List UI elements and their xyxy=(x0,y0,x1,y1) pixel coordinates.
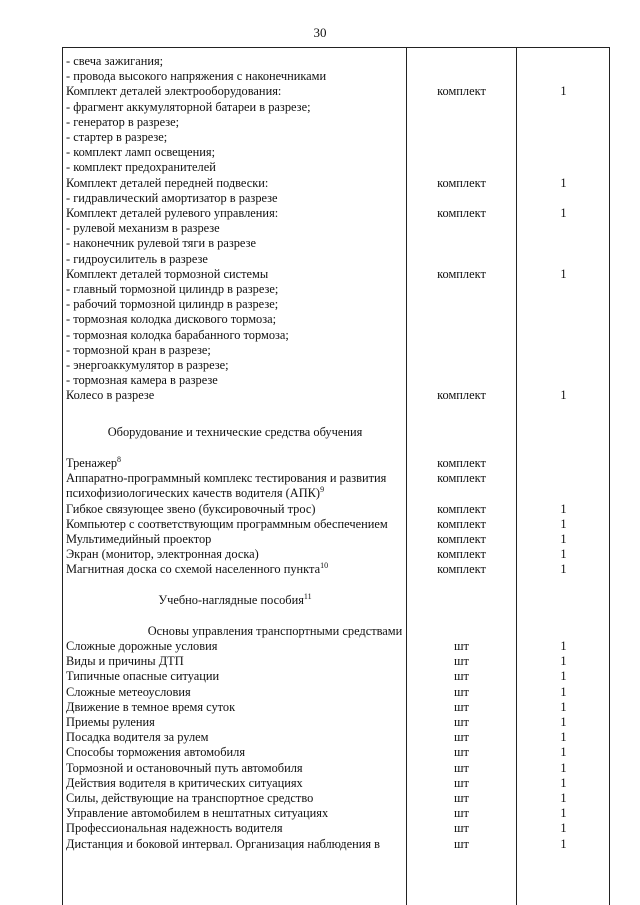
table-row xyxy=(62,130,610,145)
item-quantity: 1 xyxy=(560,388,567,403)
item-unit: шт xyxy=(454,669,469,684)
item-unit: комплект xyxy=(437,532,486,546)
item-unit: шт xyxy=(454,791,469,805)
table-row xyxy=(62,145,610,160)
item-name xyxy=(66,639,406,654)
item-name-text: Сложные дорожные условия xyxy=(66,639,218,653)
item-name-text: - комплект предохранителей xyxy=(66,160,216,175)
section-heading-text: Учебно-наглядные пособия xyxy=(158,593,304,607)
table-row xyxy=(62,532,610,547)
equipment-table xyxy=(62,47,610,905)
table-row xyxy=(62,312,610,327)
item-name xyxy=(66,517,406,532)
item-name-text: Способы торможения автомобиля xyxy=(66,745,246,760)
item-name xyxy=(66,685,406,700)
item-name-text: - провода высокого напряжения с наконечниками xyxy=(66,69,327,84)
item-name xyxy=(66,791,406,806)
item-name xyxy=(66,191,406,206)
item-name xyxy=(66,282,406,297)
item-name-text: Комплект деталей электрооборудования: xyxy=(66,84,282,99)
footnote-ref: 10 xyxy=(320,560,329,570)
table-row xyxy=(62,761,610,776)
table-row xyxy=(62,486,610,501)
table-row xyxy=(62,160,610,175)
table-row xyxy=(62,669,610,684)
item-name xyxy=(66,54,406,69)
item-quantity: 1 xyxy=(560,806,567,821)
item-name-text: Мультимедийный проектор xyxy=(66,532,212,546)
table-row xyxy=(62,471,610,486)
item-unit: комплект xyxy=(437,266,486,281)
item-unit: шт xyxy=(454,760,469,775)
item-name-text: Аппаратно-программный комплекс тестирования и развития xyxy=(66,471,387,485)
item-unit: шт xyxy=(454,730,469,745)
item-unit: шт xyxy=(454,806,469,821)
table-row xyxy=(62,84,610,99)
item-quantity: 1 xyxy=(560,669,567,684)
item-name xyxy=(66,669,406,684)
item-name xyxy=(66,456,406,471)
item-name-text: - энергоаккумулятор в разрезе; xyxy=(66,358,229,372)
table-row xyxy=(62,267,610,282)
item-name-text: - стартер в разрезе; xyxy=(66,130,168,144)
item-name-text: Движение в темное время суток xyxy=(66,699,236,714)
item-name-text: Комплект деталей рулевого управления: xyxy=(66,206,279,220)
item-name-text: - комплект ламп освещения; xyxy=(66,145,216,160)
item-unit: шт xyxy=(454,699,469,714)
item-name xyxy=(66,206,406,221)
item-quantity: 1 xyxy=(560,775,567,790)
item-quantity: 1 xyxy=(560,547,567,561)
table-row xyxy=(62,517,610,532)
item-name-text: Гибкое связующее звено (буксировочный трос) xyxy=(66,502,316,516)
item-name xyxy=(66,69,406,84)
item-quantity: 1 xyxy=(560,715,567,729)
table-row xyxy=(62,502,610,517)
table-row xyxy=(62,328,610,343)
item-name xyxy=(66,145,406,160)
table-row xyxy=(62,639,610,654)
item-name-text: - рабочий тормозной цилиндр в разрезе; xyxy=(66,297,279,312)
item-quantity: 1 xyxy=(560,699,567,714)
table-row xyxy=(62,388,610,403)
item-unit: комплект xyxy=(437,84,486,99)
item-name-text: Посадка водителя за рулем xyxy=(66,730,209,745)
item-name xyxy=(66,532,406,547)
item-name-text: - рулевой механизм в разрезе xyxy=(66,221,220,236)
item-unit: шт xyxy=(454,715,469,729)
item-name xyxy=(66,252,406,267)
item-unit: шт xyxy=(454,775,469,790)
section-heading-visual-aids xyxy=(62,593,408,608)
item-unit: комплект xyxy=(437,471,486,485)
table-top-border xyxy=(62,47,610,48)
table-row xyxy=(62,69,610,84)
item-name-text: Профессиональная надежность водителя xyxy=(66,821,283,836)
item-name xyxy=(66,130,406,145)
table-row xyxy=(62,282,610,297)
item-unit: комплект xyxy=(437,456,486,470)
item-name-text: Виды и причины ДТП xyxy=(66,654,184,669)
item-name-text: Сложные метеоусловия xyxy=(66,684,191,699)
item-name xyxy=(66,358,406,373)
item-name xyxy=(66,100,406,115)
table-row xyxy=(62,562,610,577)
item-unit: шт xyxy=(454,684,469,699)
item-name-text: Действия водителя в критических ситуациях xyxy=(66,775,303,790)
item-quantity: 1 xyxy=(560,654,567,669)
item-name xyxy=(66,176,406,191)
item-name xyxy=(66,806,406,821)
item-name xyxy=(66,654,406,669)
table-row xyxy=(62,54,610,69)
item-name xyxy=(66,471,406,486)
item-name-text: Типичные опасные ситуации xyxy=(66,669,220,684)
item-quantity: 1 xyxy=(560,175,567,190)
footnote-ref: 8 xyxy=(117,454,122,464)
item-name xyxy=(66,115,406,130)
item-unit: шт xyxy=(454,745,469,760)
item-name xyxy=(66,328,406,343)
table-row xyxy=(62,700,610,715)
item-quantity: 1 xyxy=(560,821,567,836)
item-name-text: - свеча зажигания; xyxy=(66,54,164,68)
table-row xyxy=(62,776,610,791)
table-row xyxy=(62,252,610,267)
item-name-text: Тормозной и остановочный путь автомобиля xyxy=(66,760,303,775)
item-name xyxy=(66,562,406,577)
item-unit: комплект xyxy=(437,562,486,576)
item-name xyxy=(66,343,406,358)
item-name-text: Экран (монитор, электронная доска) xyxy=(66,547,259,561)
table-row xyxy=(62,343,610,358)
item-unit: шт xyxy=(454,836,469,851)
item-unit: комплект xyxy=(437,502,486,516)
table-row xyxy=(62,547,610,562)
item-unit: комплект xyxy=(437,175,486,190)
item-name xyxy=(66,502,406,517)
item-name-text: - фрагмент аккумуляторной батареи в разрезе; xyxy=(66,99,311,114)
item-name-text: Комплект деталей передней подвески: xyxy=(66,175,269,190)
item-name xyxy=(66,745,406,760)
table-row xyxy=(62,100,610,115)
item-name xyxy=(66,730,406,745)
table-row xyxy=(62,115,610,130)
item-name xyxy=(66,700,406,715)
item-name xyxy=(66,267,406,282)
table-row xyxy=(62,358,610,373)
item-unit: комплект xyxy=(437,547,486,561)
item-name-text: - тормозная колодка барабанного тормоза; xyxy=(66,327,289,342)
footnote-ref: 11 xyxy=(303,591,312,601)
table-row xyxy=(62,373,610,388)
item-quantity: 1 xyxy=(560,684,567,699)
item-name xyxy=(66,160,406,175)
item-name xyxy=(66,776,406,791)
item-name xyxy=(66,761,406,776)
item-quantity: 1 xyxy=(560,206,567,220)
item-name xyxy=(66,297,406,312)
table-row xyxy=(62,206,610,221)
table-row xyxy=(62,297,610,312)
item-name-text: - наконечник рулевой тяги в разрезе xyxy=(66,236,256,251)
item-unit: шт xyxy=(454,654,469,669)
item-name xyxy=(66,312,406,327)
item-quantity: 1 xyxy=(560,745,567,760)
item-unit: комплект xyxy=(437,388,486,403)
item-name xyxy=(66,715,406,730)
item-quantity: 1 xyxy=(560,562,567,576)
table-row xyxy=(62,236,610,251)
item-name-text: - главный тормозной цилиндр в разрезе; xyxy=(66,282,279,296)
item-name-text: Приемы руления xyxy=(66,715,155,729)
table-row xyxy=(62,821,610,836)
item-name-text: Магнитная доска со схемой населенного пункта xyxy=(66,562,321,576)
item-name xyxy=(66,821,406,836)
table-row xyxy=(62,730,610,745)
subsection-heading: Основы управления транспортными средствами xyxy=(147,624,403,638)
item-name-text: - тормозная колодка дискового тормоза; xyxy=(66,312,277,327)
footnote-ref: 9 xyxy=(320,484,325,494)
table-row xyxy=(62,191,610,206)
item-quantity: 1 xyxy=(560,532,567,546)
item-name-text: - тормозная камера в разрезе xyxy=(66,373,218,388)
item-unit: комплект xyxy=(437,517,486,531)
item-quantity: 1 xyxy=(560,502,567,516)
item-quantity: 1 xyxy=(560,517,567,531)
section-heading-equipment: Оборудование и технические средства обучения xyxy=(107,425,363,439)
item-name-text: - генератор в разрезе; xyxy=(66,114,180,129)
item-name xyxy=(66,486,406,501)
table-row xyxy=(62,806,610,821)
table-row xyxy=(62,654,610,669)
item-name xyxy=(66,837,406,852)
item-name-text: Управление автомобилем в нештатных ситуациях xyxy=(66,806,329,821)
item-name xyxy=(66,388,406,403)
item-unit: комплект xyxy=(437,206,486,220)
item-name-text: - тормозной кран в разрезе; xyxy=(66,342,211,357)
table-row xyxy=(62,837,610,852)
item-name xyxy=(66,547,406,562)
item-quantity: 1 xyxy=(560,730,567,745)
table-row xyxy=(62,791,610,806)
item-name xyxy=(66,373,406,388)
item-name-text: Колесо в разрезе xyxy=(66,388,155,403)
table-row xyxy=(62,745,610,760)
item-name-text: Тренажер xyxy=(66,456,118,470)
item-name-text: Дистанция и боковой интервал. Организация наблюдения в xyxy=(66,836,380,851)
table-row xyxy=(62,685,610,700)
item-quantity: 1 xyxy=(560,639,567,653)
item-name-text: Силы, действующие на транспортное средство xyxy=(66,791,314,805)
table-row xyxy=(62,456,610,471)
item-name xyxy=(66,236,406,251)
item-quantity: 1 xyxy=(560,791,567,805)
table-row xyxy=(62,221,610,236)
item-quantity: 1 xyxy=(560,836,567,851)
item-name xyxy=(66,84,406,99)
item-quantity: 1 xyxy=(560,266,567,281)
item-name-text: Компьютер с соответствующим программным обеспечением xyxy=(66,517,388,531)
item-name-text: психофизиологических качеств водителя (АПК) xyxy=(66,486,321,500)
page-number: 30 xyxy=(313,25,327,40)
table-row xyxy=(62,715,610,730)
item-name-text: - гидравлический амортизатор в разрезе xyxy=(66,190,278,205)
item-unit: шт xyxy=(454,639,469,653)
table-row xyxy=(62,176,610,191)
item-name-text: Комплект деталей тормозной системы xyxy=(66,266,269,281)
item-unit: шт xyxy=(454,821,469,836)
item-name xyxy=(66,221,406,236)
item-quantity: 1 xyxy=(560,760,567,775)
item-name-text: - гидроусилитель в разрезе xyxy=(66,251,208,266)
item-quantity: 1 xyxy=(560,84,567,99)
